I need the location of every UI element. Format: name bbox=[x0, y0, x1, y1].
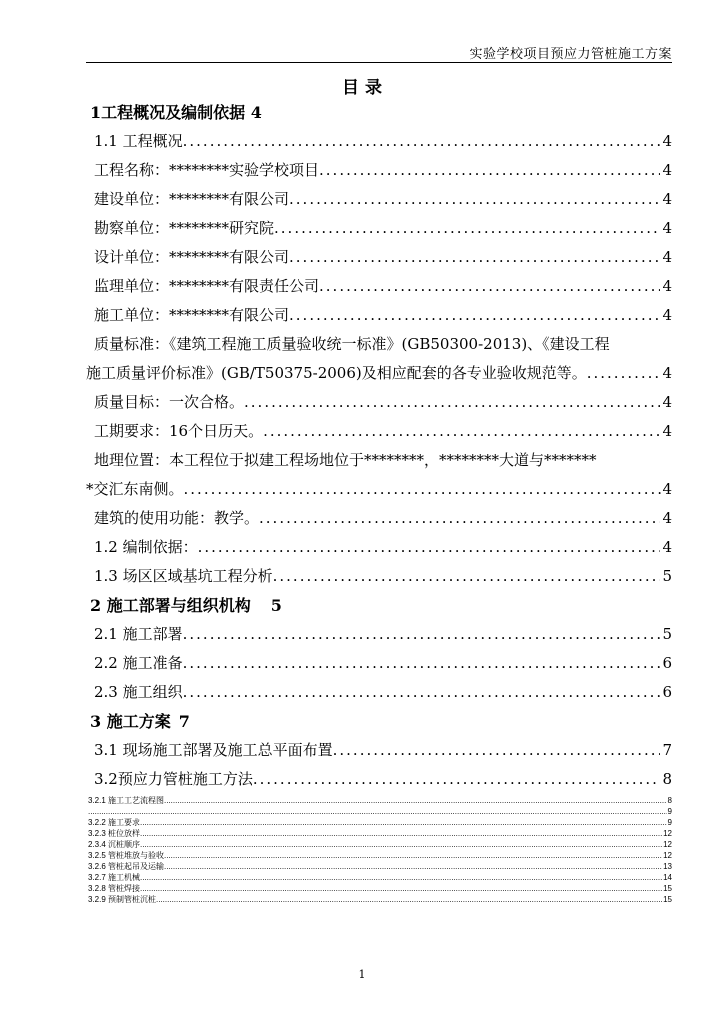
sub-entry-page: 9 bbox=[667, 818, 672, 827]
sub-entry-3-2-6[interactable] bbox=[88, 861, 672, 872]
toc-section-2-title: 2 施工部署与组织机构 bbox=[90, 596, 251, 615]
sub-entry-2-3-4[interactable] bbox=[88, 839, 672, 850]
toc-leader-dots bbox=[259, 504, 660, 533]
toc-entry-line: 质量标准：《建筑工程施工质量验收统一标准》(GB50300-2013)、《建设工程 bbox=[94, 335, 610, 353]
sub-entries bbox=[88, 795, 672, 905]
sub-entry-title: 3.2.6 管桩起吊及运输 bbox=[88, 862, 165, 871]
toc-page-number: 8 bbox=[662, 770, 672, 788]
toc-leader-dots bbox=[140, 817, 667, 828]
toc-page-number: 4 bbox=[662, 393, 672, 411]
toc-entry-project-name[interactable] bbox=[86, 156, 672, 185]
toc-entry-continuation bbox=[86, 359, 672, 388]
toc-entry-duration[interactable] bbox=[86, 417, 672, 446]
sub-entry-3-2-2[interactable] bbox=[88, 817, 672, 828]
toc-entry-1-3[interactable] bbox=[86, 562, 672, 591]
toc-entry-title: 2.3 施工组织 bbox=[94, 683, 183, 701]
toc-entry-supervisor[interactable] bbox=[86, 272, 672, 301]
toc-entry-title: 建筑的使用功能：教学。 bbox=[94, 509, 260, 527]
toc-page-number: 4 bbox=[662, 306, 672, 324]
sub-entry-title: 3.2.2 施工要求 bbox=[88, 818, 141, 827]
toc-entry-continuation bbox=[86, 475, 672, 504]
toc-entry-1-1[interactable] bbox=[86, 127, 672, 156]
toc-page-number: 7 bbox=[662, 741, 672, 759]
toc-leader-dots bbox=[183, 620, 661, 649]
toc-entry-2-3[interactable] bbox=[86, 678, 672, 707]
toc-leader-dots bbox=[140, 883, 662, 894]
toc-page-number: 6 bbox=[662, 654, 672, 672]
toc-entry-survey[interactable] bbox=[86, 214, 672, 243]
toc-leader-dots bbox=[140, 828, 662, 839]
toc-page-number: 4 bbox=[662, 248, 672, 266]
page-header: 实验学校项目预应力管桩施工方案 bbox=[469, 47, 672, 62]
toc-entry-design[interactable] bbox=[86, 243, 672, 272]
toc-section-2[interactable] bbox=[86, 591, 672, 620]
toc-leader-dots bbox=[253, 765, 661, 794]
toc-entry-title: 建设单位：********有限公司 bbox=[94, 190, 290, 208]
toc-leader-dots bbox=[183, 649, 661, 678]
toc-leader-dots bbox=[289, 243, 660, 272]
sub-entry-page: 12 bbox=[663, 829, 672, 838]
toc-leader-dots bbox=[183, 127, 661, 156]
sub-entry-page: 13 bbox=[663, 862, 672, 871]
toc-section-3-page: 7 bbox=[178, 712, 190, 731]
sub-entry-3-2-5[interactable] bbox=[88, 850, 672, 861]
toc-leader-dots bbox=[184, 475, 663, 504]
toc-entry-title: 2.1 施工部署 bbox=[94, 625, 183, 643]
toc-leader-dots bbox=[587, 359, 663, 388]
sub-entry-title: 3.2.9 预制管桩沉桩 bbox=[88, 895, 157, 904]
sub-entry-page: 9 bbox=[667, 807, 672, 816]
toc-entry-title: 1.3 场区区域基坑工程分析 bbox=[94, 567, 273, 585]
sub-entry-3-2-1[interactable] bbox=[88, 795, 672, 806]
toc-entry-title: 1.2 编制依据： bbox=[94, 538, 198, 556]
toc-leader-dots bbox=[289, 301, 660, 330]
toc-page-number: 4 bbox=[662, 480, 672, 498]
toc-section-3-title: 3 施工方案 bbox=[90, 712, 171, 731]
sub-entry-3-2-9[interactable] bbox=[88, 894, 672, 905]
toc-page-number: 4 bbox=[662, 277, 672, 295]
sub-entry-page: 12 bbox=[663, 851, 672, 860]
toc-page-number: 6 bbox=[662, 683, 672, 701]
toc-page-number: 4 bbox=[662, 190, 672, 208]
toc-entry-title: 3.2预应力管桩施工方法 bbox=[94, 770, 253, 788]
toc-leader-dots bbox=[333, 736, 661, 765]
toc-page-number: 4 bbox=[662, 219, 672, 237]
toc-entry-2-2[interactable] bbox=[86, 649, 672, 678]
toc-entry-title: 勘察单位：********研究院 bbox=[94, 219, 275, 237]
toc-leader-dots bbox=[274, 214, 660, 243]
toc-entry-contractor[interactable] bbox=[86, 301, 672, 330]
sub-entry-title: 2.3.4 沉桩顺序 bbox=[88, 840, 141, 849]
toc-entry-location[interactable] bbox=[86, 446, 672, 504]
toc-entry-line: 地理位置：本工程位于拟建工程场地位于********，********大道与******* bbox=[94, 451, 597, 469]
toc-entry-function[interactable] bbox=[86, 504, 672, 533]
toc-entry-quality-goal[interactable] bbox=[86, 388, 672, 417]
sub-entry-title: 3.2.5 管桩堆放与验收 bbox=[88, 851, 165, 860]
toc-page-number: 4 bbox=[662, 422, 672, 440]
toc-leader-dots bbox=[164, 861, 662, 872]
toc-title: 目 录 bbox=[342, 78, 382, 98]
toc-leader-dots bbox=[156, 894, 662, 905]
toc-entry-title: 工期要求：16个日历天。 bbox=[94, 422, 264, 440]
toc-entry-title: 监理单位：********有限责任公司 bbox=[94, 277, 320, 295]
toc-page-number: 4 bbox=[662, 132, 672, 150]
toc-entry-2-1[interactable] bbox=[86, 620, 672, 649]
sub-entry-title: 3.2.7 施工机械 bbox=[88, 873, 141, 882]
toc-leader-dots bbox=[164, 850, 662, 861]
table-of-contents bbox=[86, 98, 672, 794]
sub-entry-3-2-8[interactable] bbox=[88, 883, 672, 894]
toc-leader-dots bbox=[319, 156, 660, 185]
toc-entry-3-1[interactable] bbox=[86, 736, 672, 765]
toc-leader-dots bbox=[273, 562, 661, 591]
toc-entry-builder[interactable] bbox=[86, 185, 672, 214]
toc-page-number: 4 bbox=[662, 161, 672, 179]
toc-entry-title: 2.2 施工准备 bbox=[94, 654, 183, 672]
toc-entry-title: 3.1 现场施工部署及施工总平面布置 bbox=[94, 741, 333, 759]
page-number: 1 bbox=[358, 968, 366, 981]
toc-leader-dots bbox=[263, 417, 660, 446]
sub-entry-page: 14 bbox=[663, 873, 672, 882]
toc-entry-title: 1.1 工程概况 bbox=[94, 132, 183, 150]
toc-entry-1-2[interactable] bbox=[86, 533, 672, 562]
sub-entry-title: 3.2.1 施工工艺流程图 bbox=[88, 796, 165, 805]
toc-leader-dots bbox=[88, 806, 667, 817]
sub-entry-title: 3.2.3 桩位放样 bbox=[88, 829, 141, 838]
toc-entry-title: 设计单位：********有限公司 bbox=[94, 248, 290, 266]
toc-section-1-title: 1工程概况及编制依据 4 bbox=[90, 103, 262, 122]
sub-entry-page: 15 bbox=[663, 884, 672, 893]
toc-entry-3-2[interactable] bbox=[86, 765, 672, 794]
toc-section-3[interactable] bbox=[86, 707, 672, 736]
sub-entry-page: 8 bbox=[667, 796, 672, 805]
toc-section-2-page: 5 bbox=[270, 596, 282, 615]
sub-entry-blank[interactable] bbox=[88, 806, 672, 817]
sub-entry-page: 15 bbox=[663, 895, 672, 904]
toc-page-number: 4 bbox=[662, 364, 672, 382]
toc-leader-dots bbox=[164, 795, 667, 806]
sub-entry-3-2-7[interactable] bbox=[88, 872, 672, 883]
toc-leader-dots bbox=[289, 185, 660, 214]
sub-entry-page: 12 bbox=[663, 840, 672, 849]
toc-page-number: 5 bbox=[662, 567, 672, 585]
toc-leader-dots bbox=[183, 678, 661, 707]
toc-entry-title: 质量目标：一次合格。 bbox=[94, 393, 245, 411]
sub-entry-3-2-3[interactable] bbox=[88, 828, 672, 839]
toc-page-number: 4 bbox=[662, 538, 672, 556]
toc-leader-dots bbox=[244, 388, 660, 417]
toc-entry-title: 施工单位：********有限公司 bbox=[94, 306, 290, 324]
toc-entry-line: 施工质量评价标准》(GB/T50375-2006)及相应配套的各专业验收规范等。 bbox=[86, 364, 587, 382]
toc-leader-dots bbox=[198, 533, 661, 562]
sub-entry-title: 3.2.8 管桩焊接 bbox=[88, 884, 141, 893]
toc-entry-title: 工程名称：********实验学校项目 bbox=[94, 161, 320, 179]
toc-section-1[interactable] bbox=[86, 98, 672, 127]
header-rule bbox=[86, 62, 672, 63]
toc-entry-quality-standard[interactable] bbox=[86, 330, 672, 388]
toc-leader-dots bbox=[319, 272, 660, 301]
toc-entry-line: *交汇东南侧。 bbox=[86, 480, 184, 498]
toc-page-number: 4 bbox=[662, 509, 672, 527]
toc-page-number: 5 bbox=[662, 625, 672, 643]
toc-leader-dots bbox=[140, 839, 662, 850]
toc-leader-dots bbox=[140, 872, 662, 883]
